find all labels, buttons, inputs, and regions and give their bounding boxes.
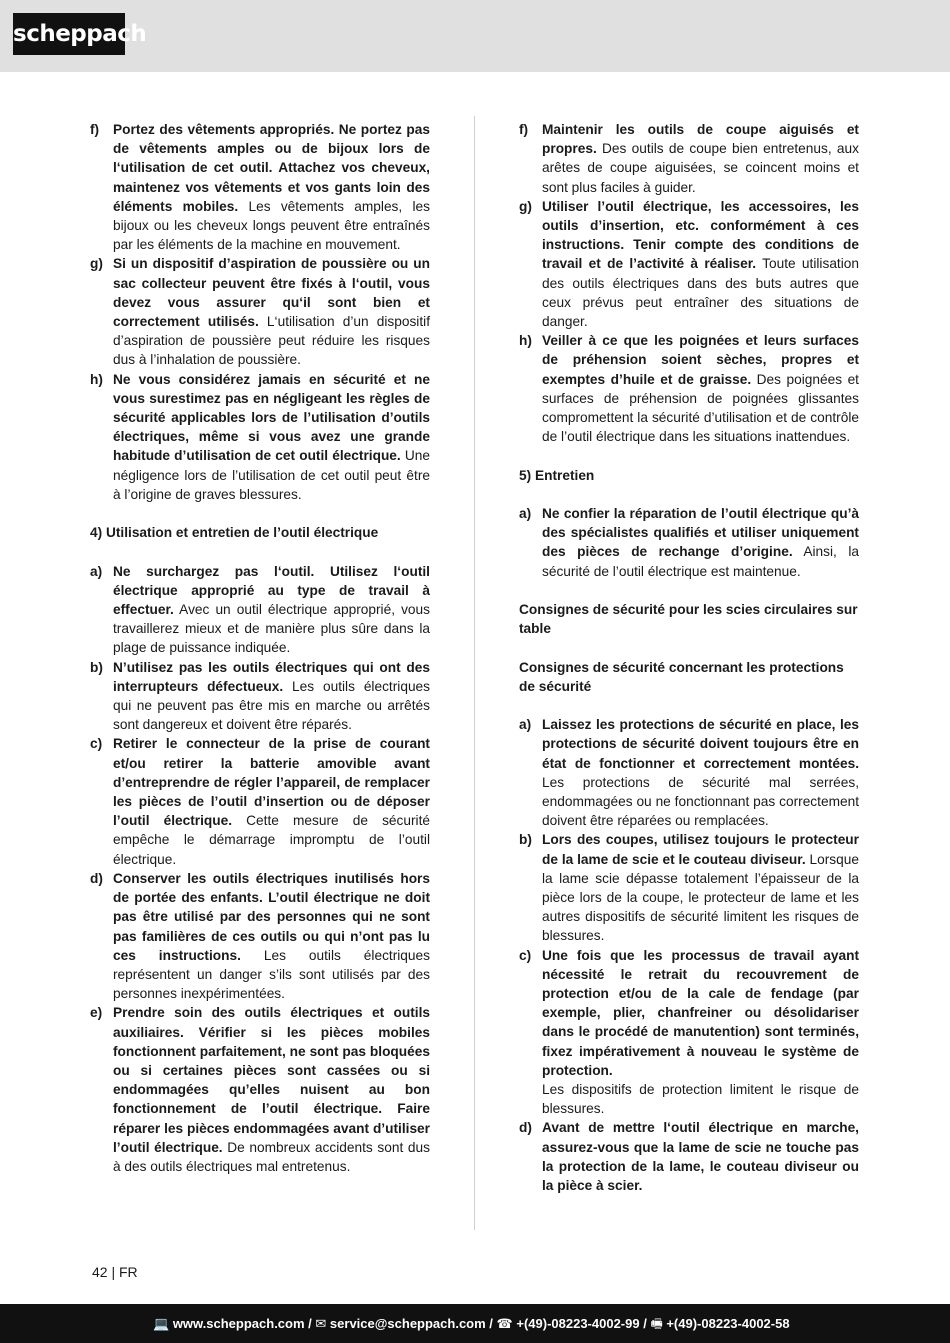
list-item-explanation: Les protections de sécurité mal serrées, endommagées ou ne fonctionnant pas correctement doivent être réparées ou remplacées. [542, 774, 859, 829]
footer-phone: +(49)-08223-4002-99 [516, 1316, 640, 1331]
page-number-separator: | [111, 1264, 116, 1280]
page-language: FR [119, 1264, 138, 1280]
list-item-explanation: Les outils électriques représentent un danger s’ils sont utilisés par des personnes inexpérimentées. [113, 947, 430, 1002]
list-item [519, 120, 859, 197]
list-item [519, 197, 859, 331]
list-item [90, 1003, 430, 1176]
list-item-explanation: L‘utilisation d’un dispositif d’aspiration de poussière peut réduire les risques dus à l’inhalation de poussière. [113, 314, 430, 368]
list-item [90, 658, 430, 735]
list-item-marker: h) [90, 371, 103, 387]
list-item-instruction: Si un dispositif d’aspiration de poussière ou un sac collecteur peuvent être fixés à l‘outil, vous devez vous assurer qu‘il sont bien et correctement utilisés. [113, 256, 430, 330]
list-item-explanation: Une négligence lors de l’utilisation de cet outil peut être à l’origine de graves blessures. [113, 448, 430, 502]
footer-separator: / [485, 1316, 497, 1331]
footer-email-link[interactable]: service@scheppach.com [329, 1316, 486, 1331]
page-footer [0, 1304, 950, 1343]
list-item [519, 715, 859, 830]
page-number-value: 42 [92, 1264, 108, 1280]
spacer [519, 581, 859, 600]
spacer [519, 696, 859, 715]
list-item-marker: g) [519, 198, 532, 214]
spacer [519, 446, 859, 465]
list-item-instruction: Laissez les protections de sécurité en place, les protections de sécurité doivent toujours être en état de fonctionner et correctement montées. [542, 717, 859, 771]
list-item-marker: a) [519, 717, 532, 733]
list-item [519, 331, 859, 446]
spacer [519, 638, 859, 657]
list-item-instruction: Ne vous considérez jamais en sécurité et ne vous surestimez pas en négligeant les règles de sécurité applicables lors de l’utilisation d’outils électriques, même si vous avez une grande habitude d’utilisation de cet outil électrique. [113, 371, 430, 464]
list-item-marker: d) [519, 1120, 532, 1136]
list-item-marker: f) [519, 122, 529, 137]
page-header [0, 0, 950, 72]
phone-icon: ☎ [496, 1316, 513, 1331]
column-divider [474, 116, 475, 1230]
list-item-note: Les dispositifs de protection limitent le risque de blessures. [542, 1082, 859, 1117]
list-item-instruction: Retirer le connecteur de la prise de courant et/ou retirer la batterie amovible avant d’entreprendre de régler l’appareil, de remplacer les pièces de l’outil d’insertion ou de déposer l’outil électrique. [113, 736, 430, 829]
list-item-marker: a) [90, 563, 103, 579]
list-item [519, 830, 859, 945]
list-item-marker: d) [90, 870, 103, 886]
list-item-explanation: Ainsi, la sécurité de l’outil électrique est maintenue. [542, 544, 859, 579]
list-item-instruction: Lors des coupes, utilisez toujours le protecteur de la lame de scie et le couteau diviseur. [542, 832, 859, 867]
list-item-instruction: Ne confier la réparation de l’outil électrique qu’à des spécialistes qualifiés et utiliser uniquement des pièces de rechange d’origine. [542, 506, 859, 560]
section-heading: Consignes de sécurité pour les scies circulaires sur table [519, 602, 858, 637]
list-item-explanation: Les vêtements amples, les bijoux ou les cheveux longs peuvent être entraînés par les éléments de la machine en mouvement. [113, 198, 430, 253]
list-item [90, 370, 430, 504]
footer-website-link[interactable]: www.scheppach.com [172, 1316, 305, 1331]
spacer [519, 485, 859, 504]
list-item-explanation: Toute utilisation des outils électriques dans des buts autres que ceux prévus peut entraîner des situations de danger. [542, 256, 859, 330]
list-item-explanation: De nombreux accidents sont dus à des outils électriques mal entretenus. [113, 1139, 430, 1174]
list-item-instruction: Conserver les outils électriques inutilisés hors de portée des enfants. L’outil électrique ne doit pas être utilisé par des personnes qui ne sont pas familières de ces outils ou qui n’ont pas lu ces instructions. [113, 870, 430, 963]
list-item-marker: g) [90, 256, 103, 272]
list-item-marker: c) [519, 947, 532, 963]
list-item-explanation: Avec un outil électrique approprié, vous travaillerez mieux et de manière plus sûre dans la plage de puissance indiquée. [113, 602, 430, 656]
list-item-instruction: Avant de mettre l‘outil électrique en marche, assurez-vous que la lame de scie ne touche pas la protection de la lame, le couteau diviseur ou la pièce à scier. [542, 1120, 859, 1194]
list-item-marker: h) [519, 333, 532, 349]
list-item-explanation: Des poignées et surfaces de préhension de poignées glissantes compromettent la sécurité d’utilisation et de contrôle de l’outil électrique dans les situations inattendues. [542, 371, 859, 445]
list-item [90, 734, 430, 868]
footer-separator: / [639, 1316, 651, 1331]
right-column [519, 120, 859, 1195]
list-item [90, 562, 430, 658]
list-item [90, 120, 430, 254]
mail-icon: ✉ [315, 1316, 327, 1331]
list-item-instruction: N’utilisez pas les outils électriques qui ont des interrupteurs défectueux. [113, 659, 430, 694]
list-item-instruction: Veiller à ce que les poignées et leurs surfaces de préhension soient sèches, propres et exemptes d’huile et de graisse. [542, 333, 859, 387]
list-item [519, 1118, 859, 1195]
footer-fax: +(49)-08223-4002-58 [666, 1316, 790, 1331]
list-item-instruction: Prendre soin des outils électriques et outils auxiliaires. Vérifier si les pièces mobiles fonctionnent parfaitement, ne sont pas bloquées ou si certaines pièces sont cassées ou si endommagées qu’elles nuisent au bon fonctionnement de l’outil électrique. Faire réparer les pièces endommagées avant d’utiliser l’outil électrique. [113, 1005, 430, 1155]
footer-separator: / [304, 1316, 316, 1331]
list-item-marker: b) [90, 659, 103, 675]
list-item-explanation: Cette mesure de sécurité empêche le démarrage impromptu de l’outil électrique. [113, 813, 430, 867]
list-item-marker: c) [90, 736, 103, 752]
page-number [92, 1264, 138, 1280]
spacer [90, 542, 430, 561]
section-heading: 4) Utilisation et entretien de l’outil électrique [90, 525, 379, 541]
list-item-instruction: Maintenir les outils de coupe aiguisés et propres. [542, 122, 859, 157]
list-item [519, 504, 859, 581]
left-column [90, 120, 430, 1176]
list-item [90, 254, 430, 369]
spacer [90, 504, 430, 523]
list-item-marker: a) [519, 506, 532, 522]
list-item-instruction: Ne surchargez pas l‘outil. Utilisez l‘outil électrique approprié au type de travail à effectuer. [113, 563, 430, 618]
list-item-marker: e) [90, 1005, 103, 1021]
list-item-marker: b) [519, 832, 532, 848]
list-item-instruction: Utiliser l’outil électrique, les accessoires, les outils d’insertion, etc. conformément à ces instructions. Tenir compte des conditions de travail et de l’activité à réaliser. [542, 198, 859, 272]
list-item-explanation: Des outils de coupe bien entretenus, aux arêtes de coupe aiguisées, se coincent moins et sont plus faciles à guider. [542, 141, 859, 195]
scheppach-logo: scheppach [13, 13, 125, 55]
list-item [519, 946, 859, 1119]
list-item-instruction: Portez des vêtements appropriés. Ne portez pas de vêtements amples ou de bijoux lors de l‘utilisation de cet outil. Attachez vos cheveux, maintenez vos vêtements et vos gants loin des éléments mobiles. [113, 122, 430, 214]
list-item-explanation: Lorsque la lame scie dépasse totalement l’épaisseur de la pièce lors de la coupe, le protecteur de lame et les autres dispositifs de sécurité limitent les risques de blessures. [542, 851, 859, 944]
section-heading: 5) Entretien [519, 467, 595, 483]
list-item-explanation: Les outils électriques qui ne peuvent pas être mis en marche ou arrêtés sont dangereux et doivent être réparés. [113, 678, 431, 733]
list-item-instruction: Une fois que les processus de travail ayant nécessité le retrait du recouvrement de protection et/ou de la cale de fendage (par exemple, plier, chanfreiner ou désolidariser dans le procédé de manutention) sont terminés, fixez impérativement à nouveau le système de protection. [542, 947, 859, 1078]
list-item-marker: f) [90, 122, 100, 137]
computer-icon: 💻 [153, 1316, 170, 1331]
section-heading: Consignes de sécurité concernant les protections de sécurité [519, 659, 844, 694]
list-item [90, 869, 430, 1003]
fax-icon: 🖷 [650, 1316, 663, 1331]
